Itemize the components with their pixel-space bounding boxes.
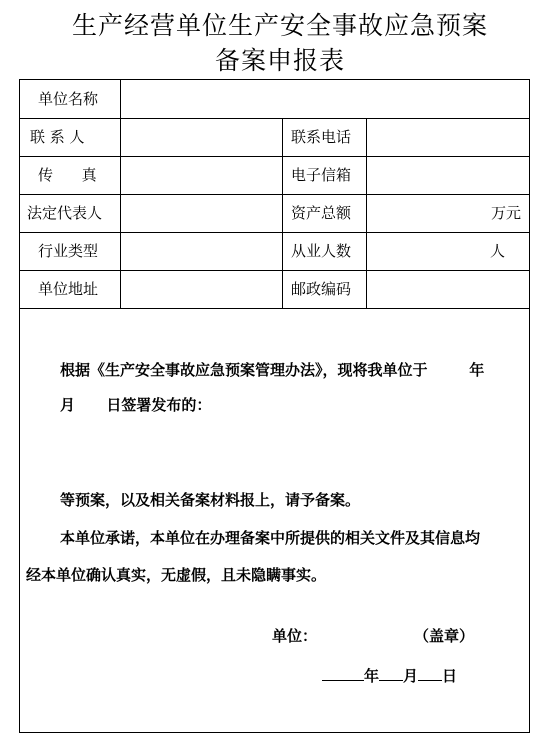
contact-phone-label: 联系电话 bbox=[291, 128, 352, 146]
row-divider bbox=[20, 194, 529, 195]
employees-unit: 人 bbox=[490, 242, 506, 260]
declaration-line2: 月 日签署发布的： bbox=[60, 396, 212, 414]
legal-representative-label: 法定代表人 bbox=[27, 204, 103, 222]
column-divider bbox=[120, 80, 121, 308]
fax-label: 传 真 bbox=[38, 166, 97, 184]
row-divider bbox=[20, 118, 529, 119]
total-assets-label: 资产总额 bbox=[291, 204, 352, 222]
column-divider bbox=[282, 118, 283, 308]
address-label: 单位地址 bbox=[38, 280, 99, 298]
date-line bbox=[322, 664, 457, 686]
postcode-label: 邮政编码 bbox=[291, 280, 352, 298]
row-divider bbox=[20, 270, 529, 271]
filing-form-table bbox=[19, 79, 530, 733]
day-blank bbox=[418, 664, 442, 681]
column-divider bbox=[366, 118, 367, 308]
employees-label: 从业人数 bbox=[291, 242, 352, 260]
year-label: 年 bbox=[364, 667, 380, 685]
declaration-line4: 本单位承诺，本单位在办理备案中所提供的相关文件及其信息均 bbox=[60, 529, 481, 547]
row-divider bbox=[20, 156, 529, 157]
month-label: 月 bbox=[403, 667, 419, 685]
row-divider bbox=[20, 232, 529, 233]
email-label: 电子信箱 bbox=[291, 166, 352, 184]
declaration-line5: 经本单位确认真实，无虚假，且未隐瞒事实。 bbox=[26, 566, 327, 584]
year-blank bbox=[322, 664, 364, 681]
form-title-line2: 备案申报表 bbox=[214, 46, 345, 75]
declaration-line3: 等预案，以及相关备案材料报上，请予备案。 bbox=[60, 491, 361, 509]
month-blank bbox=[379, 664, 403, 681]
unit-name-label: 单位名称 bbox=[38, 90, 99, 108]
industry-type-label: 行业类型 bbox=[38, 242, 99, 260]
contact-person-label: 联 系 人 bbox=[30, 128, 85, 146]
seal-label: （盖章） bbox=[414, 627, 475, 645]
day-label: 日 bbox=[442, 667, 458, 685]
form-title-line1: 生产经营单位生产安全事故应急预案 bbox=[71, 11, 488, 40]
declaration-line1: 根据《生产安全事故应急预案管理办法》，现将我单位于 年 bbox=[60, 361, 485, 379]
unit-signature-label: 单位： bbox=[272, 627, 318, 645]
row-divider bbox=[20, 308, 529, 309]
total-assets-unit: 万元 bbox=[491, 204, 522, 222]
